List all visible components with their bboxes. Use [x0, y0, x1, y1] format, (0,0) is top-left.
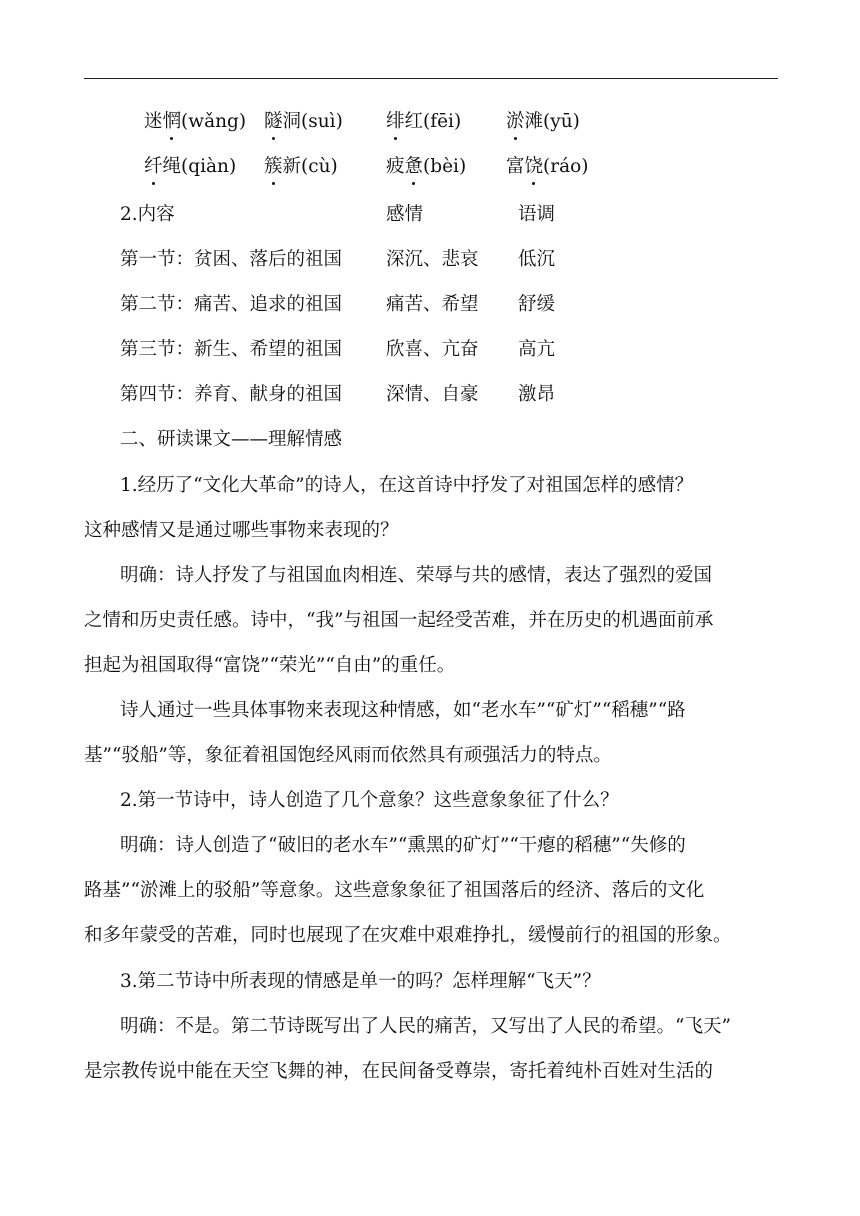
pinyin-item: 富饶(ráo) [506, 153, 588, 181]
answer-2-line-2: 路基”“淤滩上的驳船”等意象。这些意象象征了祖国落后的经济、落后的文化 [84, 880, 705, 901]
header-rule [84, 78, 778, 79]
paragraph-line-2: 基”“驳船”等，象征着祖国饱经风雨而依然具有顽强活力的特点。 [84, 745, 612, 766]
header-tone: 语调 [518, 204, 556, 225]
row-content: 第一节：贫困、落后的祖国 [120, 249, 343, 270]
question-3: 3.第二节诗中所表现的情感是单一的吗？怎样理解“飞天”？ [120, 971, 601, 992]
answer-1-line-2: 之情和历史责任感。诗中，“我”与祖国一起经受苦难，并在历史的机遇面前承 [84, 610, 714, 631]
section-title: 二、研读课文——理解情感 [120, 429, 343, 450]
answer-1-line-3: 担起为祖国取得“富饶”“荣光”“自由”的重任。 [84, 655, 456, 676]
answer-2-line-1: 明确：诗人创造了“破旧的老水车”“熏黑的矿灯”“干瘪的稻穗”“失修的 [120, 835, 686, 856]
answer-3-line-2: 是宗教传说中能在天空飞舞的神，在民间备受尊崇，寄托着纯朴百姓对生活的 [84, 1061, 714, 1082]
question-1-line-1: 1.经历了“文化大革命”的诗人，在这首诗中抒发了对祖国怎样的感情？ [120, 475, 694, 496]
pinyin-item: 纤绳(qiàn) [144, 153, 236, 181]
row-tone: 激昂 [518, 384, 556, 405]
row-tone: 高亢 [518, 339, 556, 360]
pinyin-item: 疲惫(bèi) [386, 153, 466, 181]
row-emotion: 深沉、悲哀 [386, 249, 479, 270]
row-content: 第三节：新生、希望的祖国 [120, 339, 343, 360]
answer-3-line-1: 明确：不是。第二节诗既写出了人民的痛苦，又写出了人民的希望。“飞天” [120, 1016, 731, 1037]
header-content: 2.内容 [120, 204, 175, 225]
pinyin-item: 隧洞(suì) [264, 108, 343, 136]
row-tone: 低沉 [518, 249, 556, 270]
answer-1-line-1: 明确：诗人抒发了与祖国血肉相连、荣辱与共的感情，表达了强烈的爱国 [120, 565, 713, 586]
question-2: 2.第一节诗中，诗人创造了几个意象？这些意象象征了什么？ [120, 790, 619, 811]
answer-2-line-3: 和多年蒙受的苦难，同时也展现了在灾难中艰难挣扎，缓慢前行的祖国的形象。 [84, 925, 732, 946]
header-emotion: 感情 [386, 204, 424, 225]
row-emotion: 欣喜、亢奋 [386, 339, 479, 360]
pinyin-item: 簇新(cù) [264, 153, 338, 181]
paragraph-line-1: 诗人通过一些具体事物来表现这种情感，如“老水车”“矿灯”“稻穗”“路 [120, 700, 686, 721]
question-1-line-2: 这种感情又是通过哪些事物来表现的？ [84, 520, 399, 541]
pinyin-item: 绯红(fēi) [386, 108, 461, 136]
row-content: 第四节：养育、献身的祖国 [120, 384, 343, 405]
row-emotion: 痛苦、希望 [386, 294, 479, 315]
row-content: 第二节：痛苦、追求的祖国 [120, 294, 343, 315]
row-emotion: 深情、自豪 [386, 384, 479, 405]
pinyin-item: 迷惘(wǎng) [144, 108, 246, 136]
pinyin-item: 淤滩(yū) [506, 108, 580, 136]
row-tone: 舒缓 [518, 294, 556, 315]
